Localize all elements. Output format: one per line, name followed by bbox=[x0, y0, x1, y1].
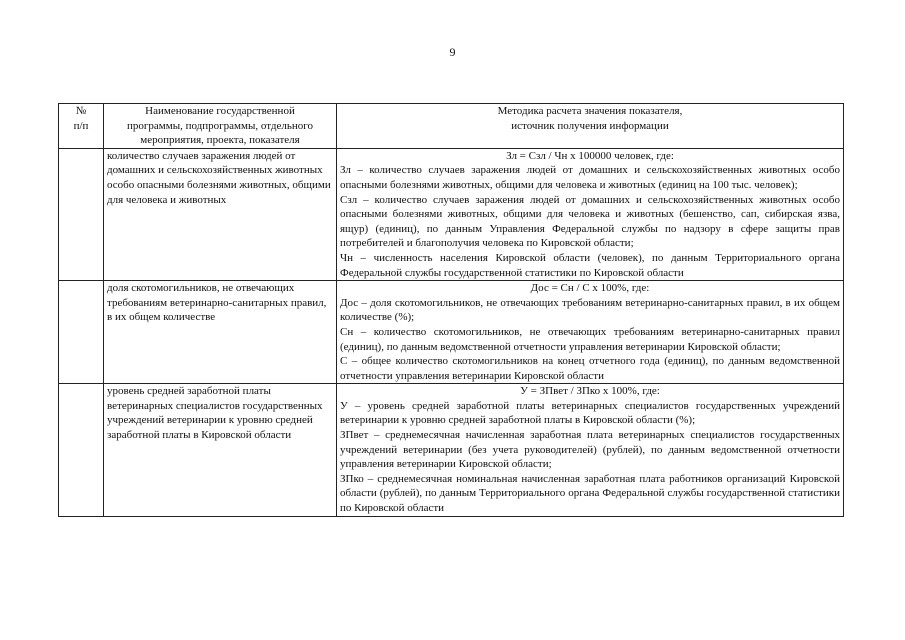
formula-term: С – общее количество скотомогильников на конец отчетного года (единиц), по данным ведомственной отчетности управления ветеринарии Кировской области bbox=[340, 355, 840, 382]
formula-term: Сзл – количество случаев заражения людей от домашних и сельскохозяйственных животных особо опасными болезнями животных, общими для человека и животных (бешенство, сап, сибирская язва, ящур) (единиц), по данным Управления Федеральной службы по надзору в сфере защиты прав потребителей и благополучия человека по Кировской области; bbox=[340, 193, 840, 250]
method-cell bbox=[337, 281, 844, 384]
table-header-row bbox=[59, 104, 844, 149]
indicator-name: доля скотомогильников, не отвечающих требованиям ветеринарно-санитарных правил, в их общем количестве bbox=[104, 281, 337, 384]
row-num bbox=[59, 384, 104, 516]
header-name: Наименование государственной программы, подпрограммы, отдельного мероприятия, проекта, показателя bbox=[104, 104, 337, 149]
method-cell bbox=[337, 384, 844, 516]
formula-term: ЗПко – среднемесячная номинальная начисленная заработная плата работников организаций Кировской области (рублей), по данным Территориального органа Федеральной службы государственной статистики по Кировской области bbox=[340, 472, 840, 515]
row-num bbox=[59, 281, 104, 384]
table-row bbox=[59, 148, 844, 280]
indicators-table bbox=[58, 103, 844, 517]
formula-term: Чн – численность населения Кировской области (человек), по данным Территориального органа Федеральной службы государственной статистики по Кировской области bbox=[340, 251, 840, 279]
formula-term: У – уровень средней заработной платы ветеринарных специалистов государственных учреждений ветеринарии к уровню средней заработной платы в Кировской области (%); bbox=[340, 399, 840, 427]
formula: Зл = Сзл / Чн x 100000 человек, где: bbox=[506, 149, 674, 162]
indicator-name: уровень средней заработной платы ветеринарных специалистов государственных учреждений ветеринарии к уровню средней заработной платы в Кировской области bbox=[104, 384, 337, 516]
indicator-name: количество случаев заражения людей от домашних и сельскохозяйственных животных особо опасными болезнями животных, общими для человека и животных bbox=[104, 148, 337, 280]
page-number: 9 bbox=[449, 45, 456, 59]
table-row bbox=[59, 384, 844, 516]
formula: Дос = Сн / С x 100%, где: bbox=[530, 282, 650, 295]
header-method: Методика расчета значения показателя, источник получения информации bbox=[337, 104, 844, 149]
formula: У = ЗПвет / ЗПко x 100%, где: bbox=[520, 385, 660, 398]
formula-term: Сн – количество скотомогильников, не отвечающих требованиям ветеринарно-санитарных правил (единиц), по данным ведомственной отчетности управления ветеринарии Кировской области; bbox=[340, 325, 840, 353]
method-cell bbox=[337, 148, 844, 280]
formula-term: Зл – количество случаев заражения людей от домашних и сельскохозяйственных животных особо опасными болезнями животных, общими для человека и животных (единиц на 100 тыс. человек); bbox=[340, 164, 840, 191]
formula-term: Дос – доля скотомогильников, не отвечающих требованиям ветеринарно-санитарных правил, в их общем количестве (%); bbox=[340, 296, 840, 324]
table-row bbox=[59, 281, 844, 384]
formula-term: ЗПвет – среднемесячная начисленная заработная плата ветеринарных специалистов государственных учреждений ветеринарии (без учета руководителей) (рублей), по данным ведомственной отчетности управления ветеринарии Кировской области; bbox=[340, 429, 840, 471]
header-num: № п/п bbox=[59, 104, 104, 149]
row-num bbox=[59, 148, 104, 280]
